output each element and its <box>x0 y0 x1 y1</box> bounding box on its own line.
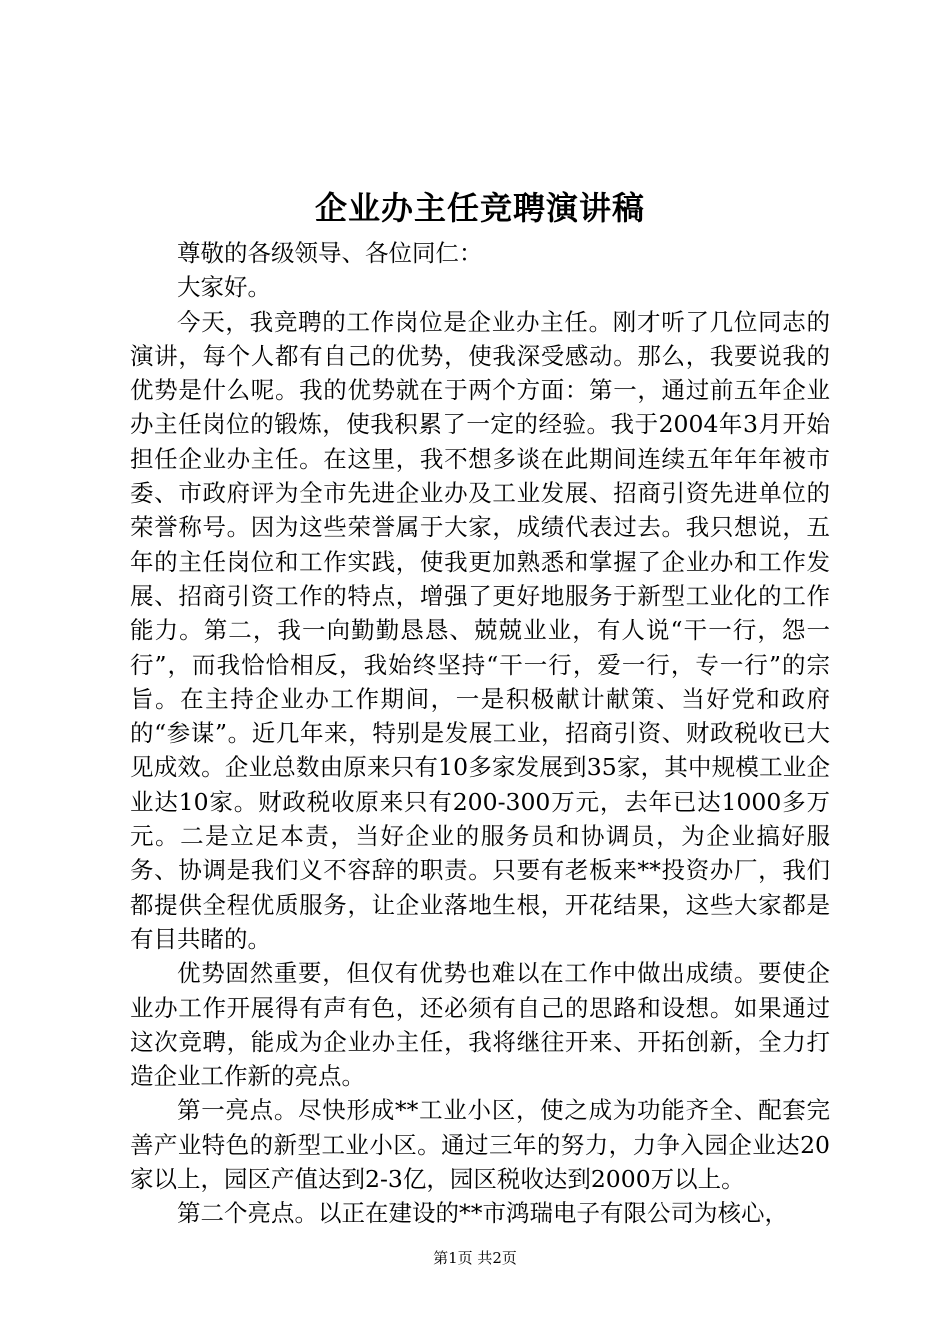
page-footer: 第1页 共2页 <box>433 1249 517 1267</box>
body-paragraph-highlight-2: 第二个亮点。以正在建设的**市鸿瑞电子有限公司为核心， <box>177 1199 788 1228</box>
document-page <box>130 182 830 1231</box>
document-title: 企业办主任竞聘演讲稿 <box>314 189 645 227</box>
body-paragraph-plans: 优势固然重要，但仅有优势也难以在工作中做出成绩。要使企业办工作开展得有声有色，还必须有自己的思路和设想。如果通过这次竞聘，能成为企业办主任，我将继往开来、开拓创新，全力打造企业工作新的亮点。 <box>130 959 830 1091</box>
body-paragraph-advantages: 今天，我竞聘的工作岗位是企业办主任。刚才听了几位同志的演讲，每个人都有自己的优势，使我深受感动。那么，我要说我的优势是什么呢。我的优势就在于两个方面：第一，通过前五年企业办主任岗位的锻炼，使我积累了一定的经验。我于2004年3月开始担任企业办主任。在这里，我不想多谈在此期间连续五年年年被市委、市政府评为全市先进企业办及工业发展、招商引资先进单位的荣誉称号。因为这些荣誉属于大家，成绩代表过去。我只想说，五年的主任岗位和工作实践，使我更加熟悉和掌握了企业办和工作发展、招商引资工作的特点，增强了更好地服务于新型工业化的工作能力。第二，我一向勤勤恳恳、兢兢业业，有人说“干一行，怨一行”，而我恰恰相反，我始终坚持“干一行，爱一行，专一行”的宗旨。在主持企业办工作期间，一是积极献计献策、当好党和政府的“参谋”。近几年来，特别是发展工业，招商引资、财政税收已大见成效。企业总数由原来只有10多家发展到35家，其中规模工业企业达10家。财政税收原来只有200-300万元，去年已达1000多万元。二是立足本责，当好企业的服务员和协调员，为企业搞好服务、协调是我们义不容辞的职责。只要有老板来**投资办厂，我们都提供全程优质服务，让企业落地生根，开花结果，这些大家都是有目共睹的。 <box>130 307 830 953</box>
greeting: 大家好。 <box>177 273 271 302</box>
body-paragraph-highlight-1: 第一亮点。尽快形成**工业小区，使之成为功能齐全、配套完善产业特色的新型工业小区。通过三年的努力，力争入园企业达20家以上，园区产值达到2-3亿，园区税收达到2000万以上。 <box>130 1096 830 1194</box>
salutation: 尊敬的各级领导、各位同仁： <box>177 239 483 267</box>
